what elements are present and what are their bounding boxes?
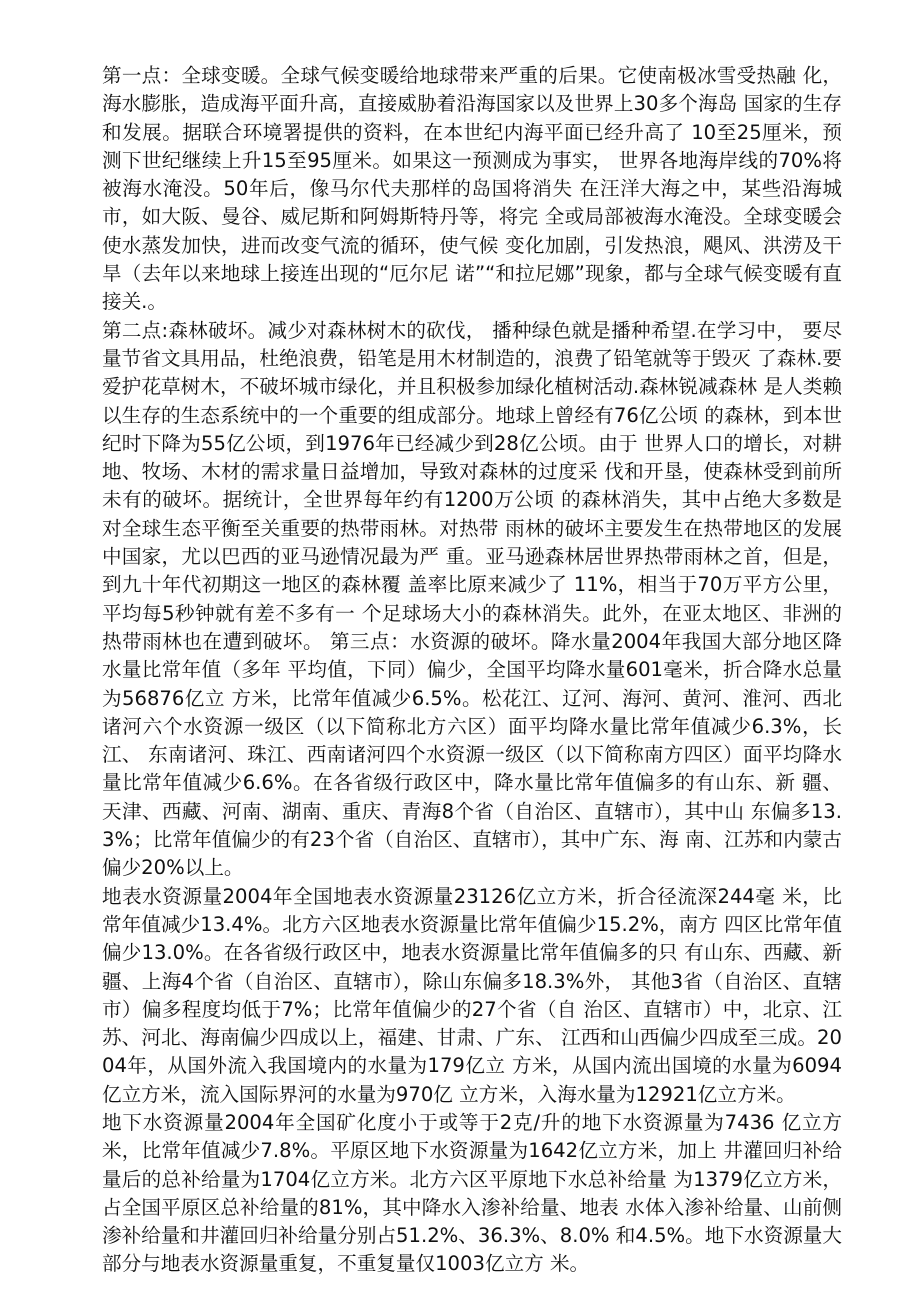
document-body — [102, 62, 842, 1279]
paragraph-forest-and-water: 第二点:森林破坏。减少对森林树木的砍伐， 播种绿色就是播种希望.在学习中， 要尽量节省文具用品，杜绝浪费，铅笔是用木材制造的，浪费了铅笔就等于毁灭 了森林.要爱护花草树木，不破坏城市绿化，并且积极参加绿化植树活动.森林锐减森林 是人类赖以生存的生态系统中的一个重要的组成部分。地球上曾经有76亿公顷 的森林，到本世纪时下降为55亿公顷，到1976年已经减少到28亿公顷。由于 世界人口的增长，对耕地、牧场、木材的需求量日益增加，导致对森林的过度采 伐和开垦，使森林受到前所未有的破坏。据统计，全世界每年约有1200万公顷 的森林消失，其中占绝大多数是对全球生态平衡至关重要的热带雨林。对热带 雨林的破坏主要发生在热带地区的发展中国家，尤以巴西的亚马逊情况最为严 重。亚马逊森林居世界热带雨林之首，但是，到九十年代初期这一地区的森林覆 盖率比原来减少了 11%，相当于70万平方公里，平均每5秒钟就有差不多有一 个足球场大小的森林消失。此外，在亚太地区、非洲的热带雨林也在遭到破坏。 第三点：水资源的破坏。降水量2004年我国大部分地区降水量比常年值（多年 平均值，下同）偏少，全国平均降水量601毫米，折合降水总量为56876亿立 方米，比常年值减少6.5%。松花江、辽河、海河、黄河、淮河、西北诸河六个水资源一级区（以下简称北方六区）面平均降水量比常年值减少6.3%，长江、 东南诸河、珠江、西南诸河四个水资源一级区（以下简称南方四区）面平均降水 量比常年值减少6.6%。在各省级行政区中，降水量比常年值偏多的有山东、新 疆、天津、西藏、河南、湖南、重庆、青海8个省（自治区、直辖市），其中山 东偏多13.3%；比常年值偏少的有23个省（自治区、直辖市），其中广东、海 南、江苏和内蒙古偏少20%以上。 — [102, 318, 842, 880]
paragraph-global-warming: 第一点：全球变暖。全球气候变暖给地球带来严重的后果。它使南极冰雪受热融 化，海水膨胀，造成海平面升高，直接威胁着沿海国家以及世界上30多个海岛 国家的生存和发展。据联合环境署提供的资料，在本世纪内海平面已经升高了 10至25厘米，预测下世纪继续上升15至95厘米。如果这一预测成为事实， 世界各地海岸线的70%将被海水淹没。50年后，像马尔代夫那样的岛国将消失 在汪洋大海之中，某些沿海城市，如大阪、曼谷、威尼斯和阿姆斯特丹等，将完 全或局部被海水淹没。全球变暖会使水蒸发加快，进而改变气流的循环，使气候 变化加剧，引发热浪，飓风、洪涝及干旱（去年以来地球上接连出现的“厄尔尼 诺”“和拉尼娜”现象，都与全球气候变暖有直接关.。 — [102, 64, 842, 314]
paragraph-groundwater: 地下水资源量2004年全国矿化度小于或等于2克/升的地下水资源量为7436 亿立方米，比常年值减少7.8%。平原区地下水资源量为1642亿立方米，加上 井灌回归补给量后的总补给量为1704亿立方米。北方六区平原地下水总补给量 为1379亿立方米，占全国平原区总补给量的81%，其中降水入渗补给量、地表 水体入渗补给量、山前侧渗补给量和井灌回归补给量分别占51.2%、36.3%、8.0% 和4.5%。地下水资源量大部分与地表水资源量重复，不重复量仅1003亿立方 米。 — [102, 1110, 842, 1276]
paragraph-surface-water: 地表水资源量2004年全国地表水资源量23126亿立方米，折合径流深244毫 米，比常年值减少13.4%。北方六区地表水资源量比常年值偏少15.2%，南方 四区比常年值偏少13.0%。在各省级行政区中，地表水资源量比常年值偏多的只 有山东、西藏、新疆、上海4个省（自治区、直辖市），除山东偏多18.3%外， 其他3省（自治区、直辖市）偏多程度均低于7%；比常年值偏少的27个省（自 治区、直辖市）中，北京、江苏、河北、海南偏少四成以上，福建、甘肃、广东、 江西和山西偏少四成至三成。2004年，从国外流入我国境内的水量为179亿立 方米，从国内流出国境的水量为6094亿立方米，流入国际界河的水量为970亿 立方米，入海水量为12921亿立方米。 — [102, 884, 842, 1106]
